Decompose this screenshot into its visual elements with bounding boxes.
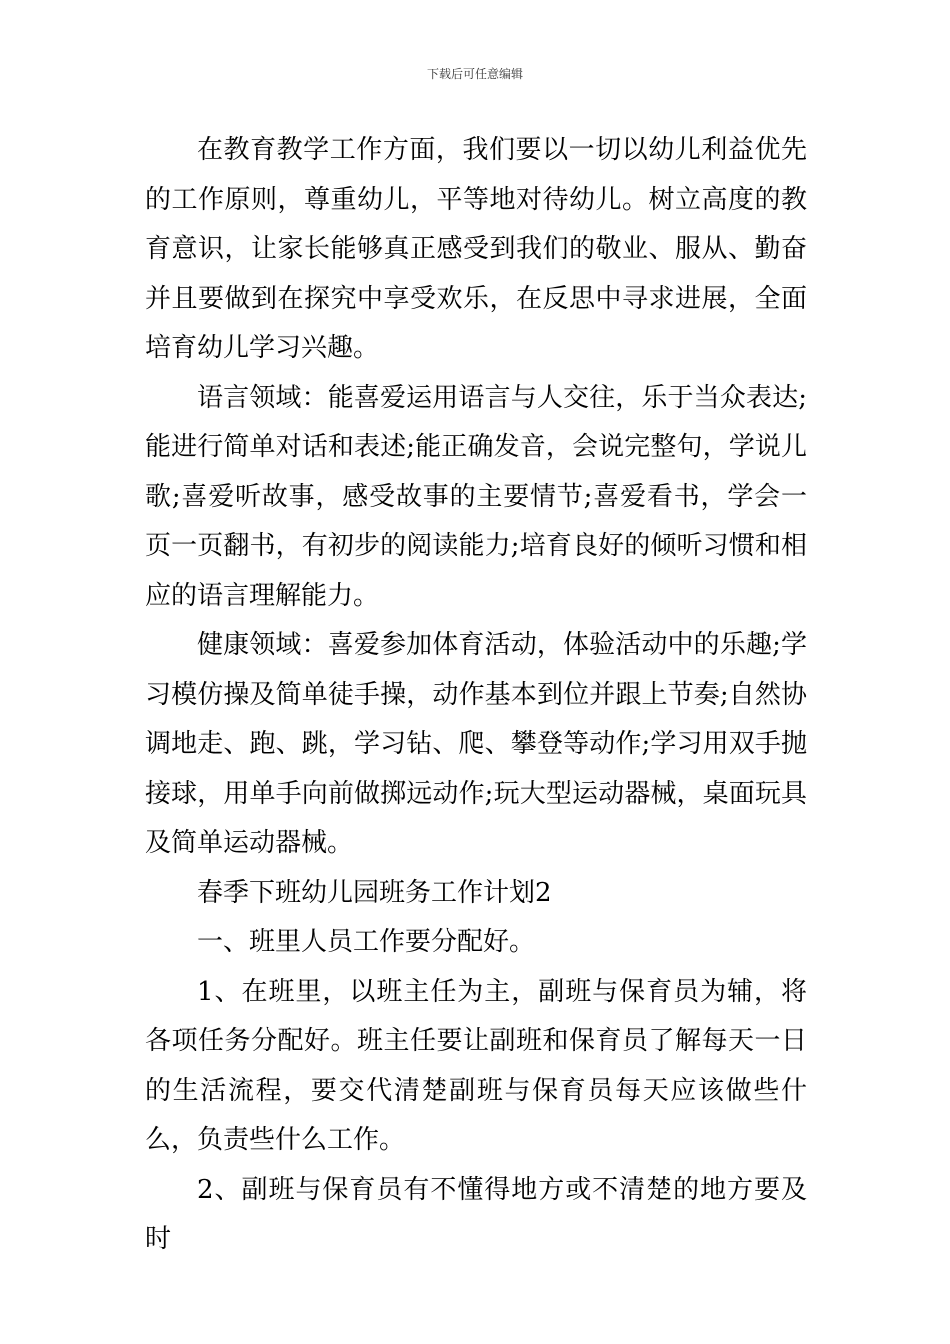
paragraph-item-1: 1、在班里，以班主任为主，副班与保育员为辅，将各项任务分配好。班主任要让副班和保育员了解每天一日的生活流程，要交代清楚副班与保育员每天应该做些什么，负责些什么工作。: [145, 976, 807, 1155]
paragraph-health-domain: 健康领域：喜爱参加体育活动，体验活动中的乐趣;学习模仿操及简单徒手操，动作基本到位并跟上节奏;自然协调地走、跑、跳，学习钻、爬、攀登等动作;学习用双手抛接球，用单手向前做掷远动作;玩大型运动器械，桌面玩具及简单运动器械。: [145, 630, 807, 858]
document-body: [145, 126, 807, 1265]
paragraph-education-principles: 在教育教学工作方面，我们要以一切以幼儿利益优先的工作原则，尊重幼儿，平等地对待幼儿。树立高度的教育意识，让家长能够真正感受到我们的敬业、服从、勤奋并且要做到在探究中享受欢乐，在反思中寻求进展，全面培育幼儿学习兴趣。: [145, 135, 807, 363]
page-header-note: 下载后可任意编辑: [426, 67, 523, 81]
heading-staff-assignment: 一、班里人员工作要分配好。: [197, 927, 536, 957]
paragraph-language-domain: 语言领域：能喜爱运用语言与人交往，乐于当众表达;能进行简单对话和表述;能正确发音，会说完整句，学说儿歌;喜爱听故事，感受故事的主要情节;喜爱看书，学会一页一页翻书，有初步的阅读能力;培育良好的倾听习惯和相应的语言理解能力。: [145, 382, 807, 611]
section-title-plan-2: 春季下班幼儿园班务工作计划2: [197, 877, 552, 908]
paragraph-item-2: 2、副班与保育员有不懂得地方或不清楚的地方要及时: [145, 1174, 807, 1254]
